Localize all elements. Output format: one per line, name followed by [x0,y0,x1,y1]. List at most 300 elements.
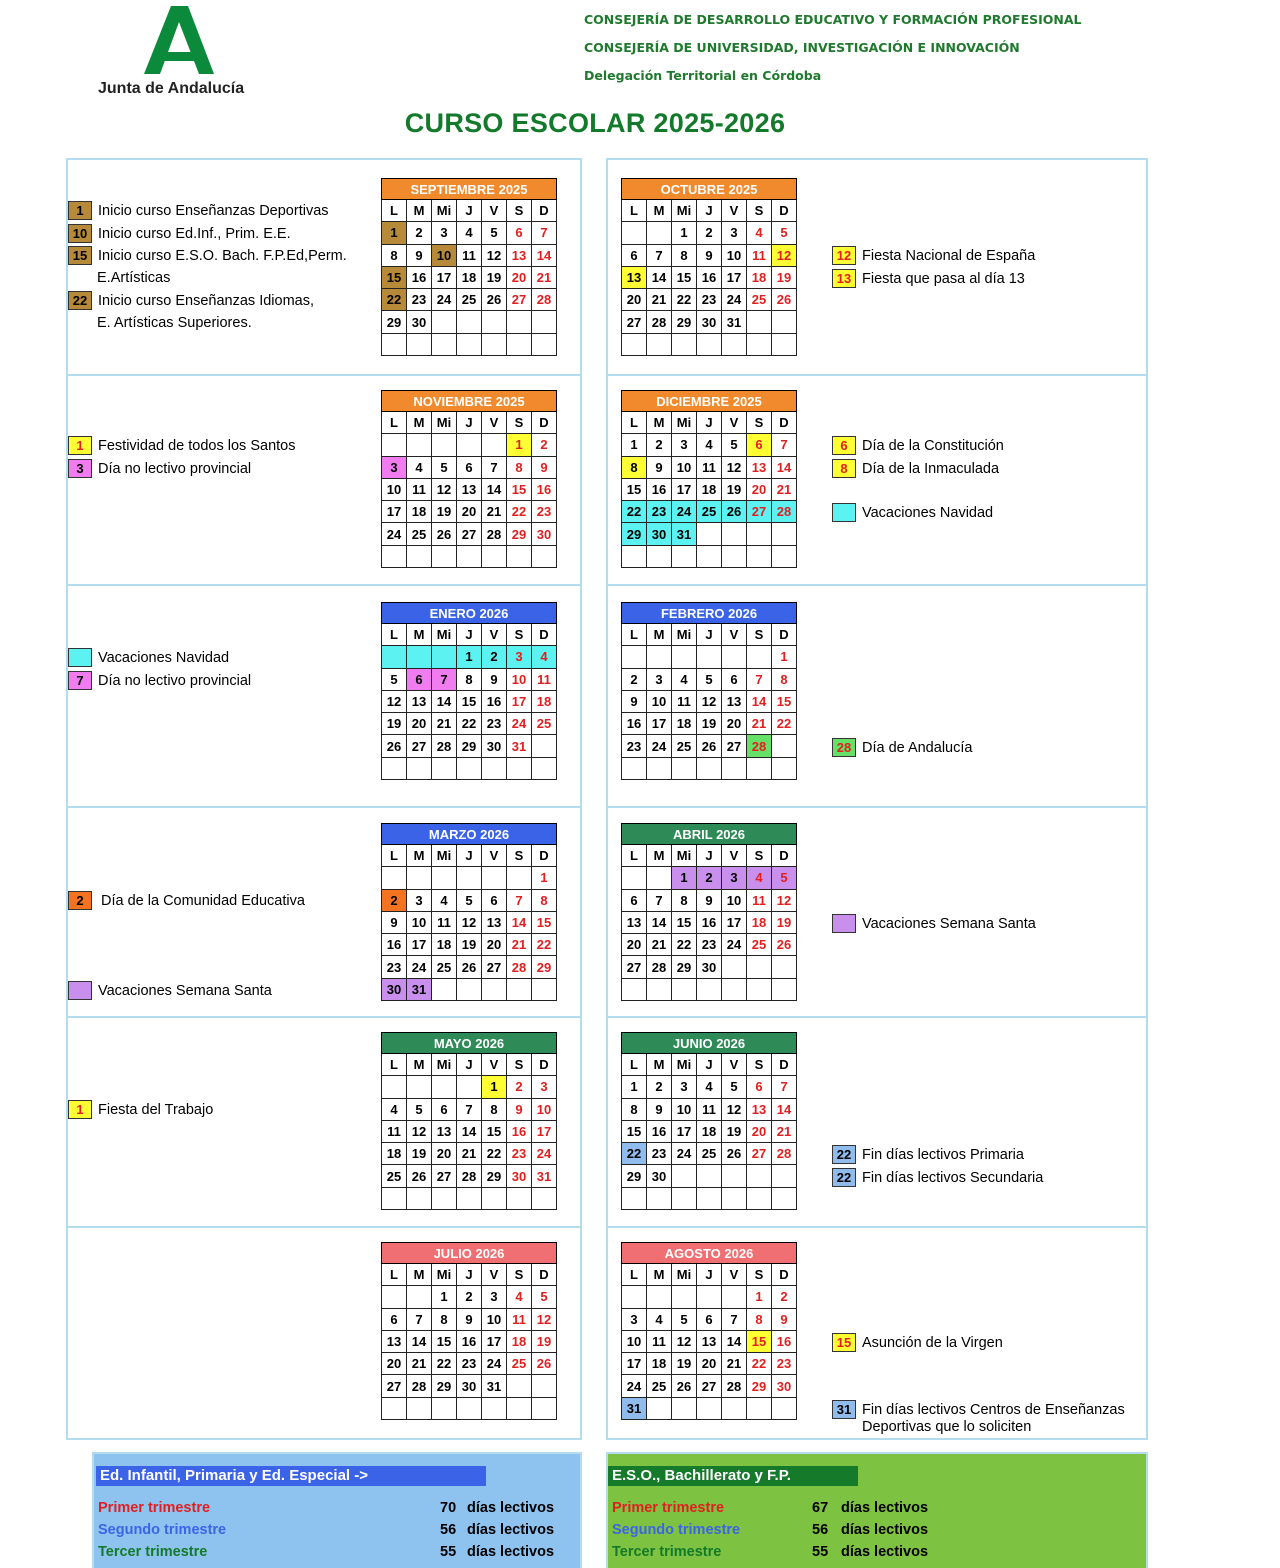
calendar-junio-2026 [621,1032,797,1210]
day-cell: 6 [622,244,647,266]
weekday-label: M [647,624,672,646]
calendar-enero-2026 [381,602,557,780]
day-cell: 12 [722,456,747,478]
day-cell: 7 [532,222,557,244]
day-cell: 24 [722,934,747,956]
day-cell: 7 [772,434,797,456]
org-line-2: CONSEJERÍA DE UNIVERSIDAD, INVESTIGACIÓN E INNOVACIÓN [584,40,1020,55]
day-cell: 11 [457,244,482,266]
legend-item [832,1168,1043,1187]
empty-cell [747,978,772,1000]
legend-swatch [832,503,856,522]
day-cell: 28 [772,501,797,523]
empty-cell [407,1187,432,1209]
weekday-label: M [407,412,432,434]
legend-label: Día de la Inmaculada [862,460,1000,477]
day-cell: 11 [697,1098,722,1120]
day-cell: 23 [622,735,647,757]
day-cell: 25 [697,501,722,523]
day-cell: 21 [457,1143,482,1165]
empty-cell [482,333,507,355]
empty-cell [432,646,457,668]
day-cell: 13 [482,911,507,933]
legend-label: Vacaciones Semana Santa [98,982,272,999]
legend-label-continuation: E.Artísticas [97,270,171,286]
day-cell: 31 [672,523,697,545]
empty-cell [432,978,457,1000]
day-cell: 3 [432,222,457,244]
day-cell: 22 [622,1143,647,1165]
day-cell: 8 [457,668,482,690]
month-title: DICIEMBRE 2025 [622,391,797,412]
weekday-label: L [382,1264,407,1286]
legend-label: Fin días lectivos Secundaria [862,1169,1044,1186]
day-cell: 27 [432,1165,457,1187]
term-label: Tercer trimestre [612,1544,722,1560]
empty-cell [532,978,557,1000]
day-cell: 30 [457,1375,482,1397]
day-cell: 25 [672,735,697,757]
day-cell: 20 [482,934,507,956]
empty-cell [407,1286,432,1308]
weekday-label: L [622,845,647,867]
empty-cell [622,333,647,355]
day-cell: 1 [747,1286,772,1308]
empty-cell [457,1187,482,1209]
day-cell: 28 [747,735,772,757]
day-cell: 27 [507,289,532,311]
day-cell: 1 [622,1076,647,1098]
weekday-label: V [722,412,747,434]
weekday-label: Mi [672,1264,697,1286]
weekday-label: Mi [432,1264,457,1286]
term-label: Segundo trimestre [612,1522,741,1538]
empty-cell [507,1187,532,1209]
day-cell: 22 [772,713,797,735]
weekday-label: J [697,1264,722,1286]
day-cell: 2 [382,889,407,911]
day-cell: 9 [697,244,722,266]
day-cell: 2 [507,1076,532,1098]
legend-label: Asunción de la Virgen [862,1334,1003,1351]
empty-cell [622,1187,647,1209]
day-cell: 9 [482,668,507,690]
day-cell: 18 [432,934,457,956]
day-cell: 18 [697,1120,722,1142]
weekday-label: J [697,200,722,222]
day-cell: 31 [722,311,747,333]
day-cell: 6 [747,1076,772,1098]
day-cell: 6 [747,434,772,456]
empty-cell [772,1165,797,1187]
day-cell: 24 [647,735,672,757]
day-cell: 8 [772,668,797,690]
empty-cell [432,545,457,567]
day-cell: 16 [407,266,432,288]
day-cell: 12 [482,244,507,266]
legend-label: Día de la Constitución [862,437,1004,454]
empty-cell [647,1397,672,1419]
day-cell: 24 [532,1143,557,1165]
day-cell: 13 [507,244,532,266]
empty-cell [747,1165,772,1187]
summary-primaria [92,1452,582,1568]
day-cell: 29 [672,956,697,978]
weekday-label: M [407,1054,432,1076]
day-cell: 21 [532,266,557,288]
legend-label-continuation: E. Artísticas Superiores. [97,315,252,331]
day-cell: 23 [507,1143,532,1165]
weekday-label: D [532,200,557,222]
day-cell: 21 [747,713,772,735]
day-cell: 30 [647,1165,672,1187]
day-cell: 24 [382,523,407,545]
legend-swatch: 22 [68,291,92,310]
legend-item [832,436,1004,455]
day-cell: 29 [382,311,407,333]
empty-cell [697,1165,722,1187]
day-cell: 25 [507,1353,532,1375]
day-cell: 16 [697,266,722,288]
day-cell: 8 [672,889,697,911]
day-cell: 30 [507,1165,532,1187]
calendar-julio-2026 [381,1242,557,1420]
legend-swatch: 10 [68,224,92,243]
weekday-label: V [482,624,507,646]
legend-item [832,1145,1024,1164]
day-cell: 14 [407,1330,432,1352]
weekday-label: V [482,845,507,867]
day-cell: 18 [747,266,772,288]
empty-cell [672,1187,697,1209]
day-cell: 1 [672,867,697,889]
day-cell: 10 [532,1098,557,1120]
legend-item [68,671,251,690]
day-cell: 12 [722,1098,747,1120]
empty-cell [697,646,722,668]
day-cell: 7 [507,889,532,911]
weekday-label: S [747,412,772,434]
empty-cell [622,222,647,244]
empty-cell [382,1286,407,1308]
day-cell: 4 [697,1076,722,1098]
weekday-label: M [647,845,672,867]
day-cell: 12 [407,1120,432,1142]
empty-cell [482,867,507,889]
day-cell: 27 [722,735,747,757]
day-cell: 3 [722,867,747,889]
day-cell: 11 [647,1330,672,1352]
day-cell: 13 [722,690,747,712]
day-cell: 3 [672,1076,697,1098]
day-cell: 30 [382,978,407,1000]
empty-cell [507,333,532,355]
empty-cell [432,333,457,355]
day-cell: 3 [507,646,532,668]
day-cell: 19 [482,266,507,288]
day-cell: 8 [622,1098,647,1120]
weekday-label: Mi [432,1054,457,1076]
day-cell: 24 [672,501,697,523]
day-cell: 7 [647,889,672,911]
empty-cell [622,757,647,779]
day-cell: 12 [697,690,722,712]
weekday-label: Mi [672,200,697,222]
day-cell: 19 [697,713,722,735]
day-cell: 18 [697,478,722,500]
day-cell: 20 [407,713,432,735]
day-cell: 21 [507,934,532,956]
day-cell: 3 [647,668,672,690]
day-cell: 23 [457,1353,482,1375]
empty-cell [722,757,747,779]
day-cell: 19 [407,1143,432,1165]
legend-item [68,981,272,1000]
day-cell: 4 [457,222,482,244]
day-cell: 28 [457,1165,482,1187]
weekday-label: D [532,412,557,434]
empty-cell [457,1397,482,1419]
weekday-label: J [457,845,482,867]
day-cell: 12 [772,889,797,911]
month-title: JUNIO 2026 [622,1033,797,1054]
empty-cell [482,1397,507,1419]
empty-cell [622,545,647,567]
day-cell: 20 [622,289,647,311]
day-cell: 11 [382,1120,407,1142]
day-cell: 23 [647,501,672,523]
day-cell: 2 [697,867,722,889]
day-cell: 23 [482,713,507,735]
day-cell: 27 [747,1143,772,1165]
term-days: 55 [812,1544,829,1560]
term-days: 56 [812,1522,829,1538]
empty-cell [507,867,532,889]
weekday-label: S [507,412,532,434]
day-cell: 26 [722,501,747,523]
calendar-abril-2026 [621,823,797,1001]
weekday-label: V [482,412,507,434]
weekday-label: L [622,1054,647,1076]
day-cell: 5 [382,668,407,690]
empty-cell [697,1397,722,1419]
day-cell: 17 [722,911,747,933]
day-cell: 27 [457,523,482,545]
day-cell: 15 [532,911,557,933]
day-cell: 14 [457,1120,482,1142]
day-cell: 24 [482,1353,507,1375]
day-cell: 20 [432,1143,457,1165]
day-cell: 6 [432,1098,457,1120]
legend-swatch: 1 [68,201,92,220]
empty-cell [532,1397,557,1419]
day-cell: 6 [507,222,532,244]
empty-cell [622,867,647,889]
empty-cell [672,333,697,355]
legend-label: Fin días lectivos Centros de Enseñanzas [862,1401,1125,1418]
term-label: Primer trimestre [612,1500,725,1516]
day-cell: 29 [747,1375,772,1397]
day-cell: 31 [622,1397,647,1419]
day-cell: 26 [722,1143,747,1165]
day-cell: 7 [772,1076,797,1098]
day-cell: 16 [622,713,647,735]
day-cell: 9 [382,911,407,933]
empty-cell [532,1375,557,1397]
day-cell: 6 [722,668,747,690]
day-cell: 16 [532,478,557,500]
month-title: OCTUBRE 2025 [622,179,797,200]
day-cell: 3 [532,1076,557,1098]
weekday-label: J [457,412,482,434]
empty-cell [647,757,672,779]
legend-swatch: 1 [68,436,92,455]
day-cell: 1 [507,434,532,456]
legend-swatch [832,914,856,933]
day-cell: 13 [697,1330,722,1352]
empty-cell [457,311,482,333]
weekday-label: M [407,1264,432,1286]
day-cell: 18 [532,690,557,712]
weekday-label: M [407,845,432,867]
day-cell: 4 [432,889,457,911]
weekday-label: S [747,1264,772,1286]
day-cell: 25 [697,1143,722,1165]
day-cell: 15 [432,1330,457,1352]
day-cell: 12 [382,690,407,712]
legend-item [68,891,305,910]
day-cell: 31 [507,735,532,757]
day-cell: 20 [747,1120,772,1142]
day-cell: 5 [772,222,797,244]
empty-cell [457,978,482,1000]
day-cell: 16 [457,1330,482,1352]
day-cell: 5 [672,1308,697,1330]
legend-label: Día no lectivo provincial [98,672,252,689]
term-unit: días lectivos [841,1522,929,1538]
weekday-label: Mi [432,200,457,222]
legend-item [68,648,229,667]
empty-cell [672,1286,697,1308]
day-cell: 30 [647,523,672,545]
day-cell: 28 [647,311,672,333]
day-cell: 2 [407,222,432,244]
day-cell: 18 [507,1330,532,1352]
day-cell: 26 [532,1353,557,1375]
weekday-label: V [722,1264,747,1286]
day-cell: 15 [672,911,697,933]
day-cell: 14 [772,1098,797,1120]
empty-cell [747,757,772,779]
legend-label: Inicio curso Enseñanzas Deportivas [98,202,329,219]
empty-cell [407,1397,432,1419]
day-cell: 22 [622,501,647,523]
day-cell: 25 [747,289,772,311]
day-cell: 11 [697,456,722,478]
day-cell: 21 [647,934,672,956]
term-days: 67 [812,1500,829,1516]
day-cell: 30 [697,956,722,978]
empty-cell [382,757,407,779]
day-cell: 18 [382,1143,407,1165]
empty-cell [647,545,672,567]
legend-label: Fin días lectivos Primaria [862,1146,1024,1163]
empty-cell [532,311,557,333]
day-cell: 30 [407,311,432,333]
day-cell: 14 [507,911,532,933]
weekday-label: M [407,624,432,646]
empty-cell [647,867,672,889]
weekday-label: D [772,1264,797,1286]
weekday-label: D [772,412,797,434]
day-cell: 22 [382,289,407,311]
weekday-label: M [647,1054,672,1076]
empty-cell [622,978,647,1000]
day-cell: 11 [747,244,772,266]
day-cell: 22 [532,934,557,956]
weekday-label: J [457,200,482,222]
empty-cell [507,978,532,1000]
day-cell: 28 [647,956,672,978]
empty-cell [432,1076,457,1098]
day-cell: 29 [622,523,647,545]
weekday-label: M [647,200,672,222]
day-cell: 5 [697,668,722,690]
day-cell: 21 [772,478,797,500]
empty-cell [482,978,507,1000]
empty-cell [697,523,722,545]
day-cell: 17 [532,1120,557,1142]
weekday-label: D [772,624,797,646]
day-cell: 19 [382,713,407,735]
empty-cell [647,1286,672,1308]
term-unit: días lectivos [467,1500,555,1516]
day-cell: 22 [507,501,532,523]
day-cell: 4 [407,456,432,478]
month-title: JULIO 2026 [382,1243,557,1264]
weekday-label: M [407,200,432,222]
day-cell: 23 [772,1353,797,1375]
day-cell: 7 [647,244,672,266]
weekday-label: L [622,624,647,646]
day-cell: 8 [432,1308,457,1330]
empty-cell [382,333,407,355]
day-cell: 5 [722,1076,747,1098]
weekday-label: J [697,845,722,867]
day-cell: 4 [697,434,722,456]
term-label: Primer trimestre [98,1500,211,1516]
term-label: Tercer trimestre [98,1544,208,1560]
day-cell: 9 [407,244,432,266]
empty-cell [432,757,457,779]
day-cell: 5 [482,222,507,244]
day-cell: 1 [772,646,797,668]
day-cell: 12 [432,478,457,500]
term-days: 56 [440,1522,457,1538]
day-cell: 17 [407,934,432,956]
empty-cell [747,545,772,567]
weekday-label: Mi [672,624,697,646]
day-cell: 4 [747,222,772,244]
weekday-label: V [482,200,507,222]
day-cell: 29 [432,1375,457,1397]
empty-cell [622,1286,647,1308]
day-cell: 12 [772,244,797,266]
day-cell: 28 [432,735,457,757]
day-cell: 21 [482,501,507,523]
day-cell: 25 [382,1165,407,1187]
org-line-1: CONSEJERÍA DE DESARROLLO EDUCATIVO Y FORMACIÓN PROFESIONAL [584,12,1082,27]
